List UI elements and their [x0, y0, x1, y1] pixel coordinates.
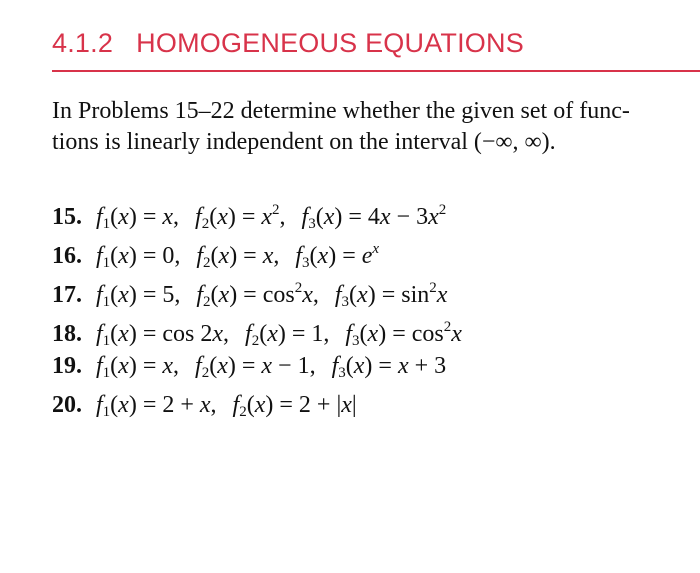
problem-number: 17. [52, 282, 82, 308]
problem-number: 16. [52, 243, 82, 269]
problem-instructions [52, 96, 692, 158]
function-definition: $f_2(x) = 1$, [245, 321, 330, 349]
section-title [52, 28, 524, 59]
function-definition: $f_1(x) = 2 + x$, [96, 392, 217, 420]
function-definition: $f_1(x) = x$, [96, 204, 180, 232]
problem-item [52, 347, 692, 386]
problem-item [52, 269, 692, 308]
problem-item [52, 191, 692, 230]
function-definition: $f_2(x) = x - 1$, [195, 353, 316, 381]
section-name: HOMOGENEOUS EQUATIONS [136, 28, 524, 58]
problem-number: 18. [52, 321, 82, 347]
function-definition: $f_3(x) = \sin^2x$ [334, 280, 448, 310]
problem-number: 15. [52, 204, 82, 230]
function-definition: $f_3(x) = e^x$ [295, 241, 380, 271]
function-definition: $f_3(x) = \cos^2x$ [345, 319, 462, 349]
problem-item [52, 308, 692, 347]
function-definition: $f_2(x) = x^2$, [195, 202, 286, 232]
problem-number: 19. [52, 353, 82, 379]
function-definition: $f_2(x) = x$, [196, 243, 280, 271]
problem-item [52, 230, 692, 269]
problem-list [52, 191, 692, 425]
instructions-line-2: tions is linearly independent on the interval (−∞, ∞). [52, 129, 556, 155]
function-definition: $f_1(x) = \cos 2x$, [96, 321, 230, 349]
function-definition: $f_3(x) = x + 3$ [331, 353, 447, 381]
problem-number: 20. [52, 392, 82, 418]
function-definition: $f_2(x) = \cos^2x$, [196, 280, 319, 310]
instructions-line-1: In Problems 15–22 determine whether the given set of func- [52, 98, 630, 124]
problem-item [52, 386, 692, 425]
section-number: 4.1.2 [52, 28, 114, 58]
function-definition: $f_3(x) = 4x - 3x^2$ [301, 202, 447, 232]
function-definition: $f_1(x) = 5$, [96, 282, 181, 310]
section-header [52, 26, 700, 72]
function-definition: $f_2(x) = 2 + |x|$ [232, 392, 357, 420]
function-definition: $f_1(x) = x$, [96, 353, 180, 381]
function-definition: $f_1(x) = 0$, [96, 243, 181, 271]
